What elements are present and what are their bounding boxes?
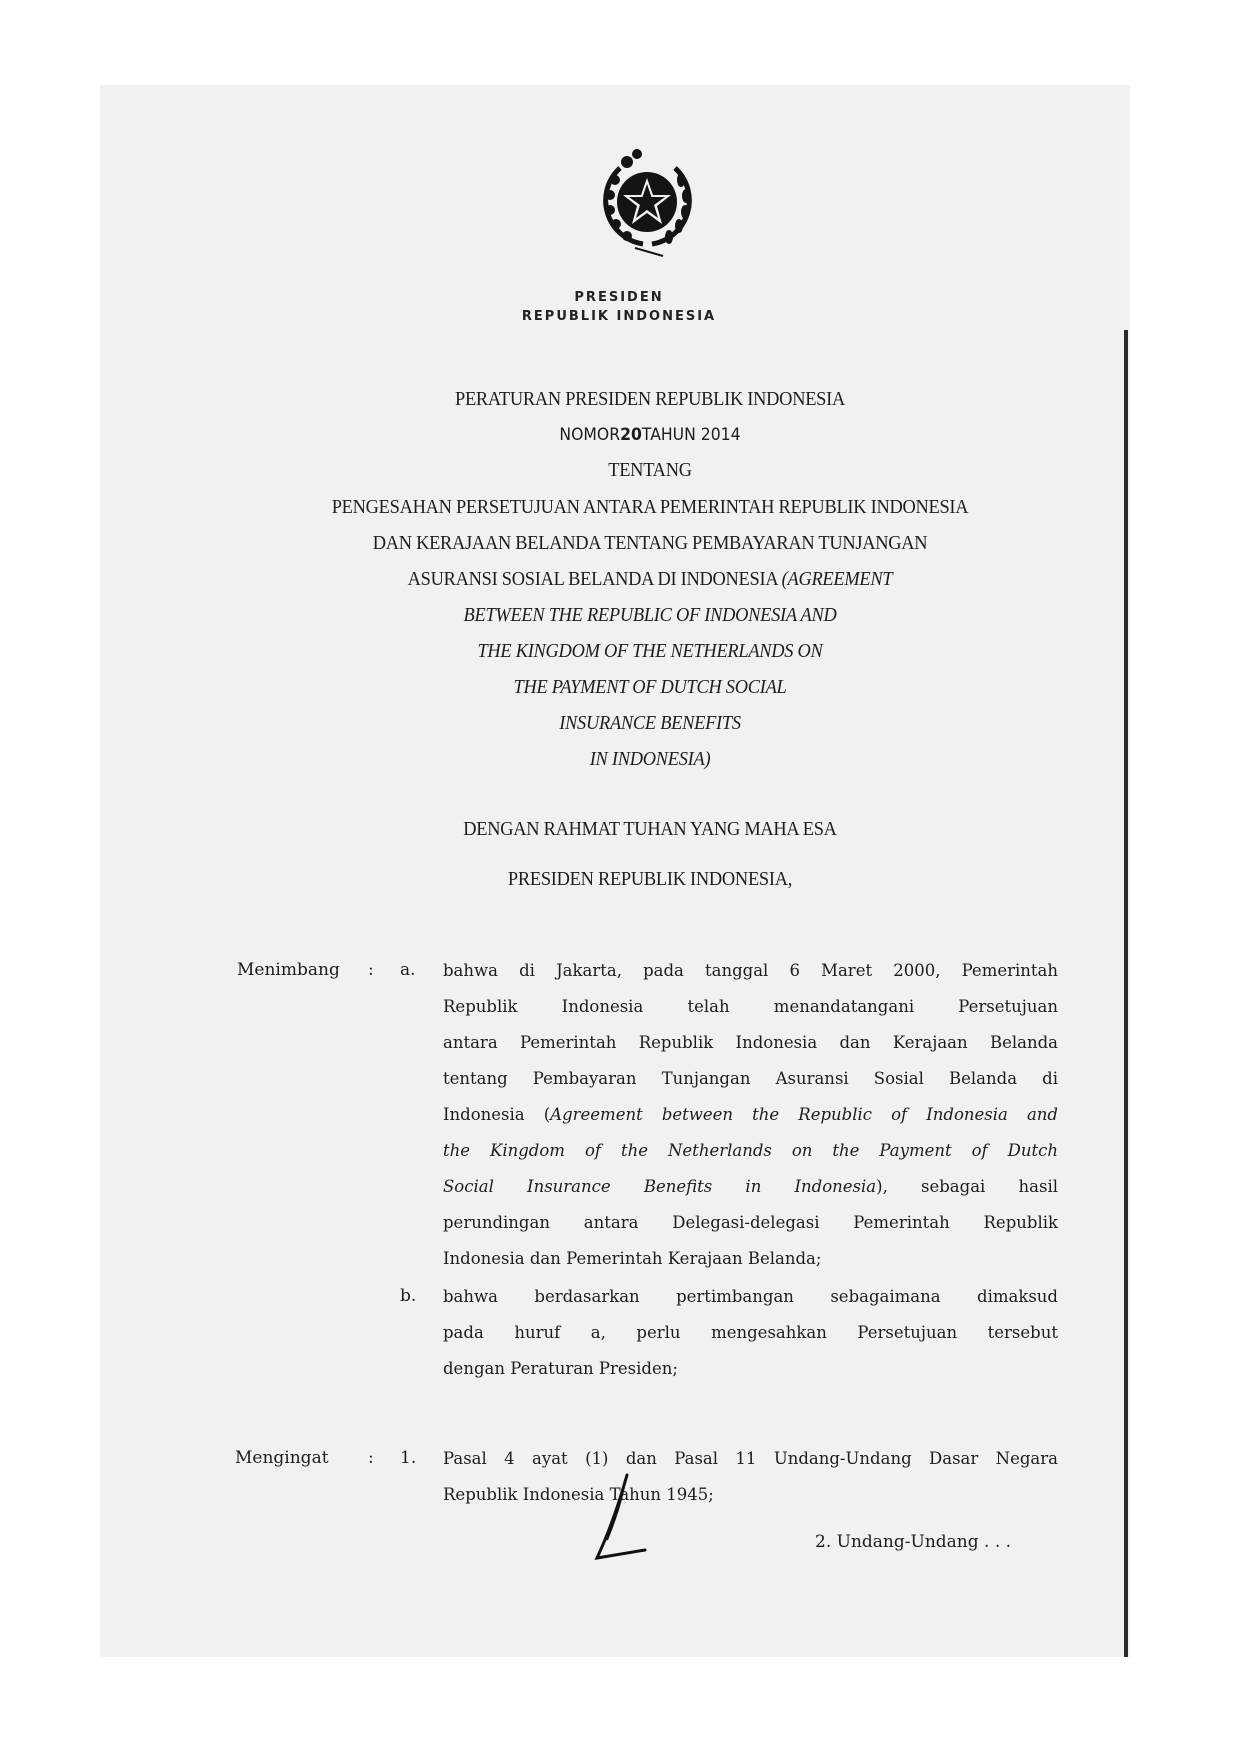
subject-text: ASURANSI SOSIAL BELANDA DI INDONESIA — [407, 568, 778, 590]
regulation-number — [236, 423, 1064, 446]
subject-english-line: IN INDONESIA) — [589, 748, 711, 770]
preamble-line: PRESIDEN REPUBLIK INDONESIA, — [507, 868, 793, 890]
body-line — [443, 1105, 1058, 1124]
body-line: bahwa berdasarkan pertimbangan sebagaimana dimaksud — [443, 1287, 1058, 1306]
body-line — [443, 1141, 1058, 1160]
menimbang-colon: : — [368, 960, 374, 980]
preamble-line: DENGAN RAHMAT TUHAN YANG MAHA ESA — [463, 818, 837, 840]
mengingat-label: Mengingat — [235, 1448, 329, 1468]
regulation-title: PERATURAN PRESIDEN REPUBLIK INDONESIA — [454, 388, 845, 410]
body-line: Republik Indonesia telah menandatangani Persetujuan — [443, 997, 1058, 1016]
body-line: tentang Pembayaran Tunjangan Asuransi Sosial Belanda di — [443, 1069, 1058, 1088]
tentang-heading: TENTANG — [608, 459, 692, 481]
subject-italic: (AGREEMENT — [781, 568, 893, 590]
body-line: perundingan antara Delegasi-delegasi Pemerintah Republik — [443, 1213, 1058, 1232]
body-line: bahwa di Jakarta, pada tanggal 6 Maret 2000, Pemerintah — [443, 961, 1058, 980]
subject-english-line: BETWEEN THE REPUBLIC OF INDONESIA AND — [463, 604, 837, 626]
subject-english-line: INSURANCE BENEFITS — [559, 712, 741, 734]
body-line: Pasal 4 ayat (1) dan Pasal 11 Undang-Undang Dasar Negara — [443, 1449, 1058, 1468]
body-line — [443, 1177, 1058, 1196]
subject-line — [236, 568, 1064, 591]
body-text: Indonesia ( — [443, 1105, 551, 1124]
subject-line: PENGESAHAN PERSETUJUAN ANTARA PEMERINTAH REPUBLIK INDONESIA — [331, 496, 969, 518]
mengingat-colon: : — [368, 1448, 374, 1468]
initial-signature-icon — [585, 1470, 665, 1570]
subject-english-line: THE PAYMENT OF DUTCH SOCIAL — [513, 676, 787, 698]
page-continuation: 2. Undang-Undang . . . — [815, 1532, 1012, 1552]
body-line: dengan Peraturan Presiden; — [443, 1359, 678, 1378]
body-line: antara Pemerintah Republik Indonesia dan Kerajaan Belanda — [443, 1033, 1058, 1052]
letterhead-republik: REPUBLIK INDONESIA — [521, 309, 717, 324]
item-marker: 1. — [400, 1448, 417, 1468]
tahun: TAHUN 2014 — [641, 425, 741, 445]
nomor-label: NOMOR — [559, 425, 621, 445]
item-marker: b. — [400, 1286, 417, 1306]
nomor-value: 20 — [620, 425, 642, 445]
body-italic: Agreement between the Republic of Indonesia and — [550, 1105, 1058, 1124]
body-line: Indonesia dan Pemerintah Kerajaan Belanda; — [443, 1249, 822, 1268]
subject-line: DAN KERAJAAN BELANDA TENTANG PEMBAYARAN TUNJANGAN — [372, 532, 928, 554]
body-italic: Social Insurance Benefits in Indonesia — [443, 1177, 877, 1196]
menimbang-label: Menimbang — [237, 960, 340, 980]
letterhead-presiden: PRESIDEN — [574, 290, 664, 305]
presidential-emblem-icon — [585, 140, 710, 265]
body-line: pada huruf a, perlu mengesahkan Persetujuan tersebut — [443, 1323, 1058, 1342]
item-marker: a. — [400, 960, 416, 980]
body-text: ), sebagai hasil — [876, 1177, 1058, 1196]
scan-edge — [1124, 330, 1128, 1657]
body-line: Republik Indonesia Tahun 1945; — [443, 1485, 714, 1504]
body-italic: the Kingdom of the Netherlands on the Payment of Dutch — [443, 1141, 1058, 1160]
subject-english-line: THE KINGDOM OF THE NETHERLANDS ON — [477, 640, 823, 662]
